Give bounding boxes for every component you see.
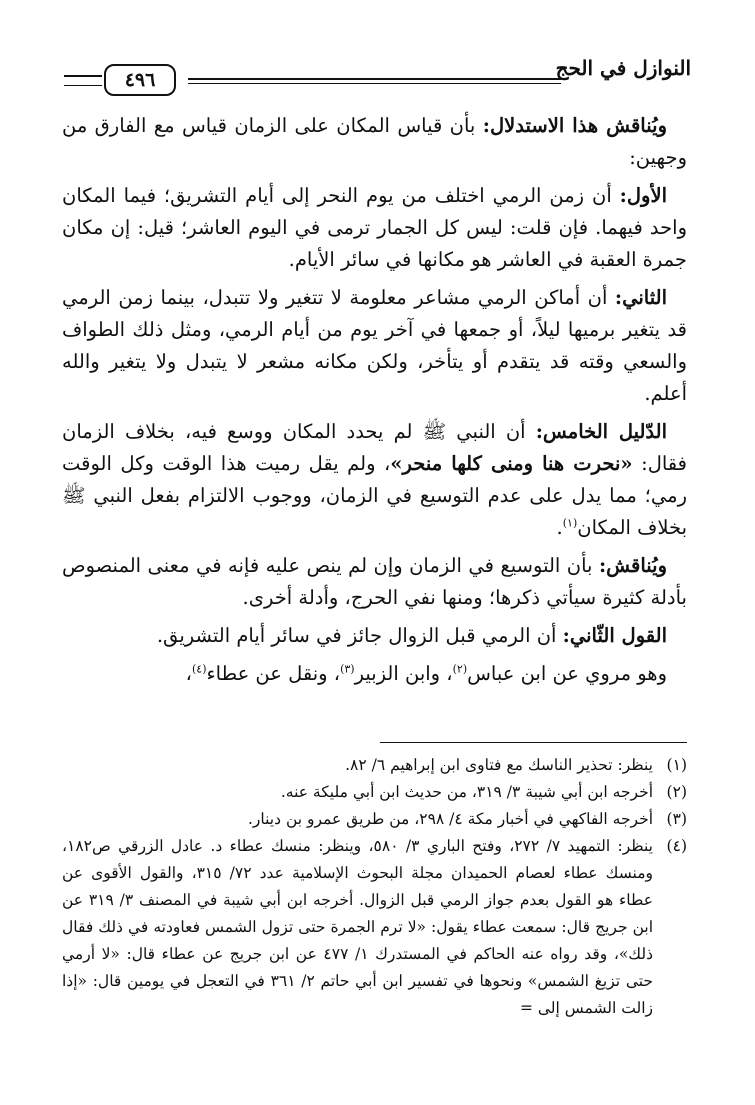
page-number-lines bbox=[64, 75, 102, 86]
paragraph-lead: ويُناقش: bbox=[598, 554, 667, 577]
paragraph-text: أن الرمي قبل الزوال جائز في سائر أيام التشريق. bbox=[156, 624, 563, 647]
paragraph bbox=[62, 658, 687, 690]
footnote-text: أخرجه ابن أبي شيبة ٣/ ٣١٩، من حديث ابن أبي مليكة عنه. bbox=[280, 783, 653, 801]
footnote-number: (٢) bbox=[666, 783, 687, 801]
paragraph bbox=[62, 416, 687, 544]
footnote-number: (٣) bbox=[666, 810, 687, 828]
paragraph-text: وهو مروي عن ابن عباس bbox=[467, 662, 667, 685]
paragraph-text: أن النبي ﷺ لم يحدد المكان ووسع فيه، بخلاف الزمان فقال: bbox=[62, 420, 687, 475]
main-text bbox=[62, 110, 687, 696]
header-rule-thin bbox=[188, 83, 561, 84]
paragraph-text: ، وابن الزبير bbox=[354, 662, 453, 685]
footnote-ref[interactable]: (٣) bbox=[340, 662, 355, 676]
footnotes bbox=[62, 752, 687, 1022]
paragraph-lead: ويُناقش هذا الاستدلال: bbox=[482, 114, 667, 137]
footnote-text: أخرجه الفاكهي في أخبار مكة ٤/ ٢٩٨، من طريق عمرو بن دينار. bbox=[247, 810, 653, 828]
paragraph-text: ، ونقل عن عطاء bbox=[206, 662, 341, 685]
footnote-number: (٤) bbox=[666, 837, 687, 855]
page-header bbox=[64, 52, 691, 96]
paragraph-text: بأن قياس المكان على الزمان قياس مع الفارق من وجهين: bbox=[62, 114, 687, 169]
paragraph-text: . bbox=[556, 516, 563, 539]
paragraph-lead: القول الثّاني: bbox=[562, 624, 667, 647]
paragraph-text: ، bbox=[185, 662, 192, 685]
footnote-text: ينظر: التمهيد ٧/ ٢٧٢، وفتح الباري ٣/ ٥٨٠، وينظر: منسك عطاء د. عادل الزرقي ص١٨٢، ومنسك عطاء لعصام الحميدان مجلة البحوث الإسلامية عدد ٧٢/ ٣١٥، والقول الأقوى عن عطاء هو القول بعدم جواز الرمي قبل الزوال. أخرجه ابن أبي شيبة في المصنف ٣/ ٣١٩ عن ابن جريج قال: سمعت عطاء يقول: «لا ترم الجمرة حتى تزول الشمس فعاودته في ذلك فقال ذلك»، وقد رواه عنه الحاكم في المستدرك ١/ ٤٧٧ عن ابن جريج عن عطاء قال: «لا أرمي حتى تزيغ الشمس» ونحوها في تفسير ابن أبي حاتم ٢/ ٣٦١ في التعجل في يومين قال: «إذا زالت الشمس إلى = bbox=[62, 837, 654, 1017]
paragraph-text: أن أماكن الرمي مشاعر معلومة لا تتغير ولا تتبدل، بينما زمن الرمي قد يتغير برميها ليلاً، أو جمعها في آخر يوم من أيام الرمي، ومثل ذلك الطواف والسعي وقته قد يتقدم أو يتأخر، ولكن مكانه مشعر لا يتبدل ولا يتغير والله أعلم. bbox=[62, 286, 687, 405]
paragraph bbox=[62, 620, 687, 652]
paragraph-lead: الأول: bbox=[619, 184, 667, 207]
paragraph bbox=[62, 180, 687, 276]
footnote-text: ينظر: تحذير الناسك مع فتاوى ابن إبراهيم ٦/ ٨٢. bbox=[345, 756, 653, 774]
paragraph-text: أن زمن الرمي اختلف من يوم النحر إلى أيام التشريق؛ فيما المكان واحد فيهما. فإن قلت: ليس كل الجمار ترمى في اليوم العاشر؛ قيل: إن مكان جمرة العقبة في العاشر هو مكانها في سائر الأيام. bbox=[62, 184, 687, 271]
footnote bbox=[62, 833, 687, 1022]
footnote-ref[interactable]: (٤) bbox=[191, 662, 207, 676]
running-title: النوازل في الحج bbox=[555, 56, 691, 80]
footnote-number: (١) bbox=[666, 756, 687, 774]
paragraph bbox=[62, 110, 687, 174]
header-rule bbox=[188, 78, 561, 80]
hadith-quote: «نحرت هنا ومنى كلها منحر» bbox=[390, 452, 633, 475]
paragraph-text: بأن التوسيع في الزمان وإن لم ينص عليه فإنه في معنى المنصوص بأدلة كثيرة سيأتي ذكرها؛ ومنها نفي الحرج، وأدلة أخرى. bbox=[62, 554, 687, 609]
paragraph-lead: الدّليل الخامس: bbox=[535, 420, 668, 443]
footnote bbox=[62, 806, 687, 833]
footnote bbox=[62, 779, 687, 806]
footnote bbox=[62, 752, 687, 779]
paragraph bbox=[62, 282, 687, 410]
page-number: ٤٩٦ bbox=[104, 64, 176, 96]
footnote-ref[interactable]: (١) bbox=[562, 516, 578, 530]
paragraph bbox=[62, 550, 687, 614]
paragraph-text: ، ولم يقل رميت هذا الوقت وكل الوقت رمي؛ مما يدل على عدم التوسيع في الزمان، ووجوب الالتزام بفعل النبي ﷺ بخلاف المكان bbox=[62, 452, 687, 539]
footnote-ref[interactable]: (٢) bbox=[452, 662, 468, 676]
paragraph-lead: الثاني: bbox=[614, 286, 667, 309]
footnote-separator bbox=[380, 742, 687, 743]
